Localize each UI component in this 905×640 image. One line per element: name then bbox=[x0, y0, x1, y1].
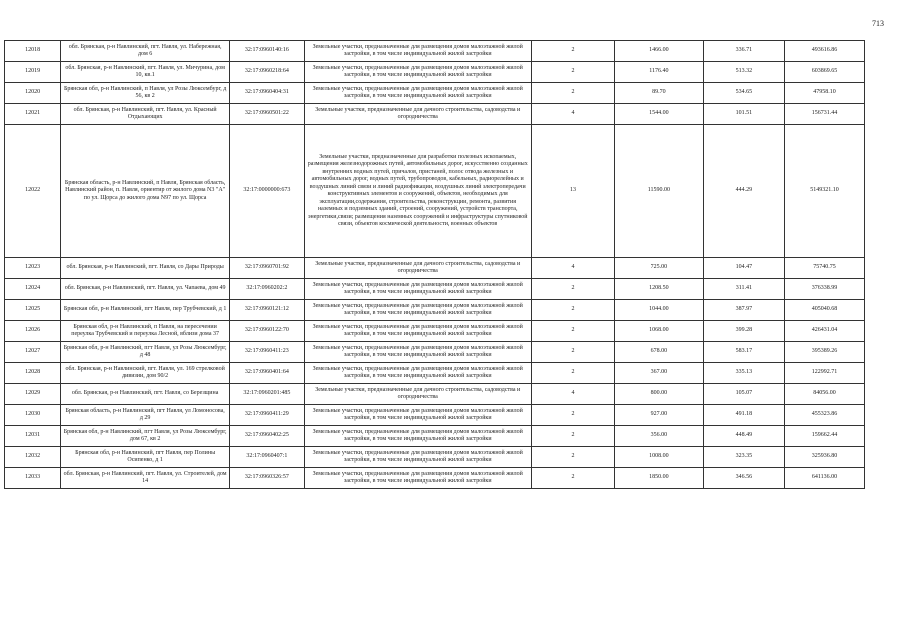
cell-record-number: 12025 bbox=[5, 300, 61, 321]
table-row bbox=[5, 300, 865, 321]
table-row bbox=[5, 258, 865, 279]
cell-cadastral-number: 32:17:0960401:64 bbox=[230, 363, 305, 384]
cell-cadastral-value: 376338.99 bbox=[784, 279, 864, 300]
cell-cadastral-number: 32:17:0960411:23 bbox=[230, 342, 305, 363]
cell-address: Брянская обл, р-н Навлинский, пгт Навля, пер Трубчевский, д 1 bbox=[61, 300, 230, 321]
cell-permitted-use: Земельные участки, предназначенные для дачного строительства, садоводства и огородничества bbox=[304, 258, 531, 279]
cell-area: 11590.00 bbox=[615, 125, 704, 258]
cell-specific-value: 448.49 bbox=[703, 426, 784, 447]
cell-cadastral-number: 32:17:0960140:16 bbox=[230, 41, 305, 62]
cell-cadastral-value: 156731.44 bbox=[784, 104, 864, 125]
cell-permitted-use: Земельные участки, предназначенные для размещения домов малоэтажной жилой застройки, в том числе индивидуальной жилой застройки bbox=[304, 426, 531, 447]
cell-cadastral-value: 122992.71 bbox=[784, 363, 864, 384]
cell-use-group: 2 bbox=[531, 342, 614, 363]
cell-specific-value: 534.65 bbox=[703, 83, 784, 104]
cell-record-number: 12029 bbox=[5, 384, 61, 405]
cell-use-group: 2 bbox=[531, 300, 614, 321]
cell-area: 89.70 bbox=[615, 83, 704, 104]
cell-specific-value: 346.56 bbox=[703, 468, 784, 489]
cell-cadastral-value: 405040.68 bbox=[784, 300, 864, 321]
cell-area: 1466.00 bbox=[615, 41, 704, 62]
cell-permitted-use: Земельные участки, предназначенные для размещения домов малоэтажной жилой застройки, в том числе индивидуальной жилой застройки bbox=[304, 447, 531, 468]
cell-record-number: 12019 bbox=[5, 62, 61, 83]
cell-cadastral-value: 641136.00 bbox=[784, 468, 864, 489]
cell-address: обл. Брянская, р-н Навлинский, пгт. Навля, ул. Набережная, дом 6 bbox=[61, 41, 230, 62]
table-row bbox=[5, 447, 865, 468]
cell-record-number: 12021 bbox=[5, 104, 61, 125]
cell-record-number: 12030 bbox=[5, 405, 61, 426]
cell-permitted-use: Земельные участки, предназначенные для размещения домов малоэтажной жилой застройки, в том числе индивидуальной жилой застройки bbox=[304, 321, 531, 342]
cell-specific-value: 104.47 bbox=[703, 258, 784, 279]
cell-specific-value: 335.13 bbox=[703, 363, 784, 384]
cell-specific-value: 583.17 bbox=[703, 342, 784, 363]
cell-address: обл. Брянская, р-н Навлинский, пгт. Навля, со Березщина bbox=[61, 384, 230, 405]
cell-area: 367.00 bbox=[615, 363, 704, 384]
cell-cadastral-value: 159662.44 bbox=[784, 426, 864, 447]
cell-permitted-use: Земельные участки, предназначенные для размещения домов малоэтажной жилой застройки, в том числе индивидуальной жилой застройки bbox=[304, 279, 531, 300]
table-row bbox=[5, 104, 865, 125]
cell-permitted-use: Земельные участки, предназначенные для размещения домов малоэтажной жилой застройки, в том числе индивидуальной жилой застройки bbox=[304, 468, 531, 489]
cell-use-group: 2 bbox=[531, 279, 614, 300]
cell-use-group: 2 bbox=[531, 83, 614, 104]
cell-record-number: 12022 bbox=[5, 125, 61, 258]
cell-area: 1850.00 bbox=[615, 468, 704, 489]
table-row bbox=[5, 279, 865, 300]
cell-area: 1176.40 bbox=[615, 62, 704, 83]
table-row bbox=[5, 62, 865, 83]
cell-cadastral-number: 32:17:0000000:673 bbox=[230, 125, 305, 258]
cell-cadastral-number: 32:17:0960411:29 bbox=[230, 405, 305, 426]
cell-area: 1068.00 bbox=[615, 321, 704, 342]
table-row bbox=[5, 384, 865, 405]
table-row bbox=[5, 468, 865, 489]
cell-permitted-use: Земельные участки, предназначенные для размещения домов малоэтажной жилой застройки, в том числе индивидуальной жилой застройки bbox=[304, 83, 531, 104]
cell-specific-value: 387.97 bbox=[703, 300, 784, 321]
table-row bbox=[5, 41, 865, 62]
cell-permitted-use: Земельные участки, предназначенные для дачного строительства, садоводства и огородничества bbox=[304, 384, 531, 405]
cell-record-number: 12023 bbox=[5, 258, 61, 279]
cell-cadastral-number: 32:17:0960407:1 bbox=[230, 447, 305, 468]
cell-cadastral-number: 32:17:0960501:22 bbox=[230, 104, 305, 125]
cell-record-number: 12033 bbox=[5, 468, 61, 489]
cell-record-number: 12027 bbox=[5, 342, 61, 363]
cell-permitted-use: Земельные участки, предназначенные для размещения домов малоэтажной жилой застройки, в том числе индивидуальной жилой застройки bbox=[304, 41, 531, 62]
cell-address: Брянская обл, р-н Навлинский, пгт Навля, ул Розы Люксембург, д 48 bbox=[61, 342, 230, 363]
cell-record-number: 12018 bbox=[5, 41, 61, 62]
cell-address: обл. Брянская, р-н Навлинский, пгт. Навля, ул. Красный Отдыхающих bbox=[61, 104, 230, 125]
cell-cadastral-value: 455323.86 bbox=[784, 405, 864, 426]
cell-specific-value: 323.35 bbox=[703, 447, 784, 468]
cell-cadastral-number: 32:17:0960122:70 bbox=[230, 321, 305, 342]
land-parcel-table bbox=[4, 40, 865, 489]
table-row bbox=[5, 363, 865, 384]
cell-permitted-use: Земельные участки, предназначенные для размещения домов малоэтажной жилой застройки, в том числе индивидуальной жилой застройки bbox=[304, 405, 531, 426]
page-number: 713 bbox=[872, 19, 884, 28]
cell-use-group: 2 bbox=[531, 41, 614, 62]
cell-specific-value: 513.32 bbox=[703, 62, 784, 83]
cell-area: 1544.00 bbox=[615, 104, 704, 125]
cell-area: 725.00 bbox=[615, 258, 704, 279]
cell-area: 1044.00 bbox=[615, 300, 704, 321]
cell-cadastral-number: 32:17:0960202:2 bbox=[230, 279, 305, 300]
cell-record-number: 12020 bbox=[5, 83, 61, 104]
cell-permitted-use: Земельные участки, предназначенные для размещения домов малоэтажной жилой застройки, в том числе индивидуальной жилой застройки bbox=[304, 363, 531, 384]
table-row bbox=[5, 83, 865, 104]
cell-permitted-use: Земельные участки, предназначенные для размещения домов малоэтажной жилой застройки, в том числе индивидуальной жилой застройки bbox=[304, 300, 531, 321]
cell-area: 800.00 bbox=[615, 384, 704, 405]
cell-cadastral-value: 47958.10 bbox=[784, 83, 864, 104]
cell-cadastral-value: 493616.86 bbox=[784, 41, 864, 62]
table-row bbox=[5, 342, 865, 363]
cell-address: обл. Брянская, р-н Навлинский, пгт. Навля, ул. Мичурина, дом 10, кв.1 bbox=[61, 62, 230, 83]
cell-record-number: 12032 bbox=[5, 447, 61, 468]
cell-use-group: 13 bbox=[531, 125, 614, 258]
cell-address: Брянская обл, р-н Навлинский, пгт Навля, пер Полины Осипенко, д 1 bbox=[61, 447, 230, 468]
table-row bbox=[5, 321, 865, 342]
cell-specific-value: 491.18 bbox=[703, 405, 784, 426]
cell-use-group: 2 bbox=[531, 405, 614, 426]
cell-cadastral-value: 75740.75 bbox=[784, 258, 864, 279]
cell-use-group: 2 bbox=[531, 468, 614, 489]
cell-address: Брянская область, р-н Навлинский, пгт Навля, ул Ломоносова, д 29 bbox=[61, 405, 230, 426]
cell-use-group: 2 bbox=[531, 321, 614, 342]
table-row bbox=[5, 405, 865, 426]
cell-cadastral-number: 32:17:0960701:92 bbox=[230, 258, 305, 279]
cell-permitted-use: Земельные участки, предназначенные для разработки полезных ископаемых, размещения железнодорожных путей, автомобильных дорог, искусственно созданных внутренних водных путей, причалов, пристаней, полос отвода железных и автомобильных дорог, водных путей, трубопроводов, кабельных, радиорелейных и воздушных линий связи и линий радиофикации, воздушных линий электропередачи конструктивных элементов и сооружений, объектов, необходимых для эксплуатации,содержания, строительства, реконструкции, ремонта, развития наземных и подземных зданий, строений, сооружений, устройств транспорта, энергетики,связи; размещения наземных сооружений и инфраструктуры спутниковой связи, объектов космической деятельности, военных объектов bbox=[304, 125, 531, 258]
cell-use-group: 2 bbox=[531, 426, 614, 447]
cell-address: обл. Брянская, р-н Навлинский, пгт. Навля, ул. Строителей, дом 14 bbox=[61, 468, 230, 489]
cell-record-number: 12026 bbox=[5, 321, 61, 342]
cell-cadastral-value: 84056.00 bbox=[784, 384, 864, 405]
cell-permitted-use: Земельные участки, предназначенные для размещения домов малоэтажной жилой застройки, в том числе индивидуальной жилой застройки bbox=[304, 342, 531, 363]
cell-specific-value: 105.07 bbox=[703, 384, 784, 405]
cell-address: обл. Брянская, р-н Навлинский, пгт. Навля, ул. 169 стрелковой дивизии, дом 90/2 bbox=[61, 363, 230, 384]
cell-address: обл. Брянская, р-н Навлинский, пгт. Навля, со Дары Природы bbox=[61, 258, 230, 279]
cell-record-number: 12028 bbox=[5, 363, 61, 384]
cell-use-group: 2 bbox=[531, 62, 614, 83]
table-row bbox=[5, 426, 865, 447]
cell-cadastral-value: 5149321.10 bbox=[784, 125, 864, 258]
cell-cadastral-number: 32:17:0960404:31 bbox=[230, 83, 305, 104]
cell-cadastral-number: 32:17:0960201:485 bbox=[230, 384, 305, 405]
cell-cadastral-value: 426431.04 bbox=[784, 321, 864, 342]
cell-record-number: 12024 bbox=[5, 279, 61, 300]
cell-address: обл. Брянская, р-н Навлинский, пгт. Навля, ул. Чапаева, дом 49 bbox=[61, 279, 230, 300]
cell-address: Брянская обл, р-н Навлинский, п Навля, ул Розы Люксембург, д 56, кв 2 bbox=[61, 83, 230, 104]
cell-cadastral-value: 395389.26 bbox=[784, 342, 864, 363]
cell-cadastral-number: 32:17:0960121:12 bbox=[230, 300, 305, 321]
cell-address: Брянская обл, р-н Навлинский, п Навля, на пересечении переулка Трубчевский и переулка Лесной, вблизи дома 37 bbox=[61, 321, 230, 342]
cell-cadastral-number: 32:17:0960218:64 bbox=[230, 62, 305, 83]
cell-specific-value: 444.29 bbox=[703, 125, 784, 258]
cell-address: Брянская обл, р-н Навлинский, пгт Навля, ул Розы Люксембург, дом 67, кв 2 bbox=[61, 426, 230, 447]
cell-cadastral-number: 32:17:0960326:57 bbox=[230, 468, 305, 489]
cell-area: 1008.00 bbox=[615, 447, 704, 468]
cell-area: 927.00 bbox=[615, 405, 704, 426]
cell-cadastral-value: 325936.80 bbox=[784, 447, 864, 468]
cell-specific-value: 399.28 bbox=[703, 321, 784, 342]
cell-record-number: 12031 bbox=[5, 426, 61, 447]
cell-use-group: 4 bbox=[531, 384, 614, 405]
cell-use-group: 4 bbox=[531, 258, 614, 279]
cell-permitted-use: Земельные участки, предназначенные для размещения домов малоэтажной жилой застройки, в том числе индивидуальной жилой застройки bbox=[304, 62, 531, 83]
cell-area: 678.00 bbox=[615, 342, 704, 363]
cell-area: 356.00 bbox=[615, 426, 704, 447]
cell-specific-value: 101.51 bbox=[703, 104, 784, 125]
cell-cadastral-number: 32:17:0960402:25 bbox=[230, 426, 305, 447]
cell-specific-value: 336.71 bbox=[703, 41, 784, 62]
table-row bbox=[5, 125, 865, 258]
cell-use-group: 4 bbox=[531, 104, 614, 125]
cell-specific-value: 311.41 bbox=[703, 279, 784, 300]
cell-use-group: 2 bbox=[531, 363, 614, 384]
cell-use-group: 2 bbox=[531, 447, 614, 468]
cell-area: 1208.50 bbox=[615, 279, 704, 300]
cell-cadastral-value: 603869.65 bbox=[784, 62, 864, 83]
cell-permitted-use: Земельные участки, предназначенные для дачного строительства, садоводства и огородничества bbox=[304, 104, 531, 125]
cell-address: Брянская область, р-н Навлинский, п Навля, Брянская область, Навлинский район, п. Навля, ориентир от жилого дома N3 "А" по ул. Щорса до жилого дома N97 по ул. Щорса bbox=[61, 125, 230, 258]
